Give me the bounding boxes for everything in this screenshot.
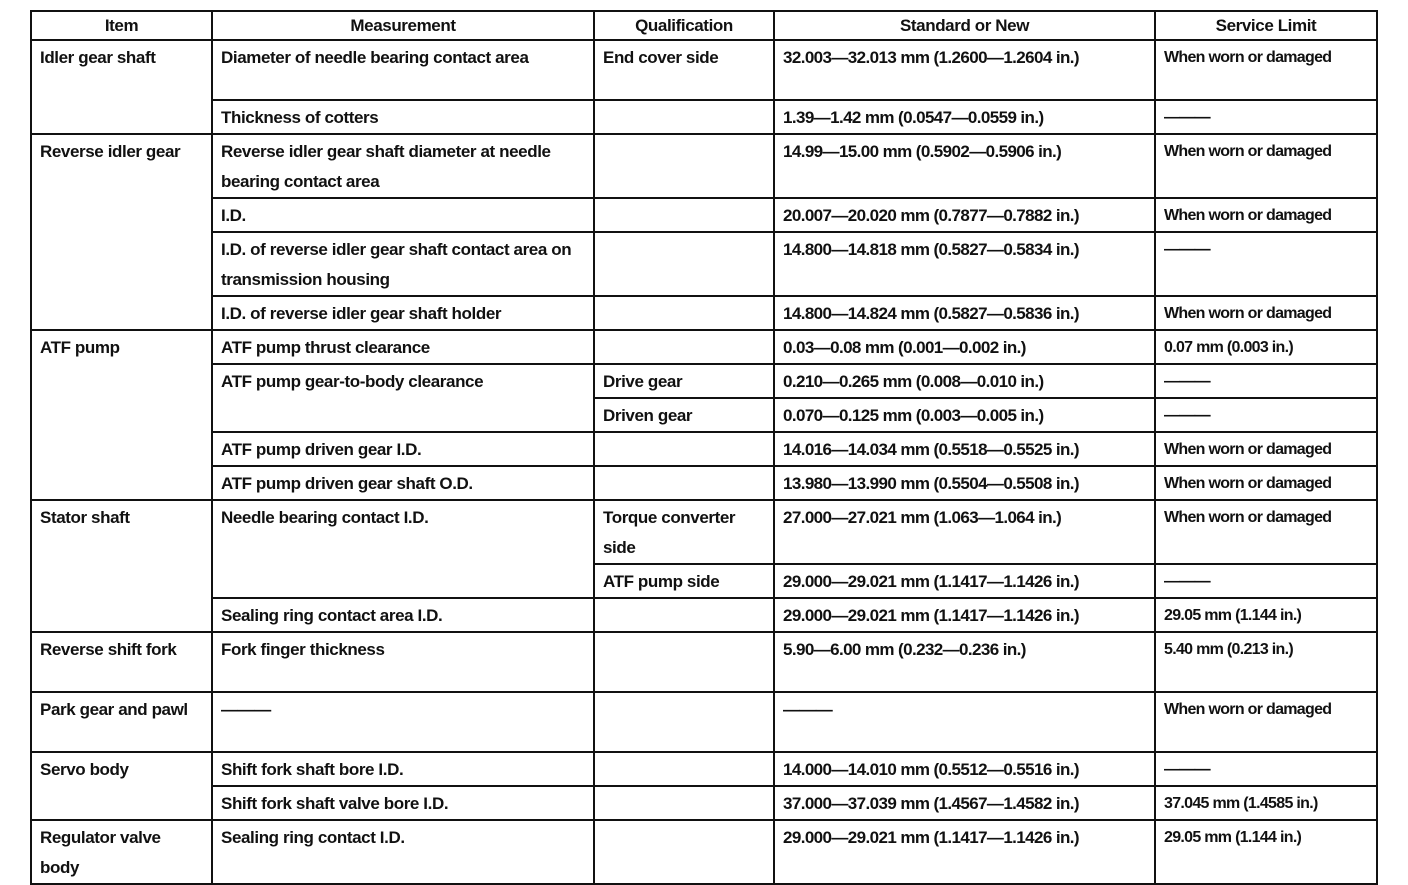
header-qualification: Qualification: [594, 11, 774, 40]
standard-cell: 20.007—20.020 mm (0.7877—0.7882 in.): [774, 198, 1155, 232]
limit-cell: 5.40 mm (0.213 in.): [1155, 632, 1377, 692]
measurement-cell: Sealing ring contact area I.D.: [212, 598, 594, 632]
measurement-cell: Needle bearing contact I.D.: [212, 500, 594, 598]
table-row: [31, 466, 1377, 500]
specification-table: [30, 10, 1378, 885]
limit-cell: When worn or damaged: [1155, 500, 1377, 564]
qualification-cell: [594, 466, 774, 500]
measurement-cell: I.D. of reverse idler gear shaft holder: [212, 296, 594, 330]
standard-cell: 29.000—29.021 mm (1.1417—1.1426 in.): [774, 820, 1155, 884]
item-cell: ATF pump: [31, 330, 212, 500]
standard-cell: 0.210—0.265 mm (0.008—0.010 in.): [774, 364, 1155, 398]
header-service-limit: Service Limit: [1155, 11, 1377, 40]
measurement-cell: ———: [212, 692, 594, 752]
item-cell: Regulator valve body: [31, 820, 212, 884]
measurement-cell: ATF pump driven gear I.D.: [212, 432, 594, 466]
qualification-cell: [594, 232, 774, 296]
limit-cell: ———: [1155, 398, 1377, 432]
qualification-cell: [594, 296, 774, 330]
measurement-cell: I.D. of reverse idler gear shaft contact area on transmission housing: [212, 232, 594, 296]
standard-cell: 5.90—6.00 mm (0.232—0.236 in.): [774, 632, 1155, 692]
qualification-cell: Driven gear: [594, 398, 774, 432]
qualification-cell: [594, 134, 774, 198]
header-measurement: Measurement: [212, 11, 594, 40]
qualification-cell: Torque converter side: [594, 500, 774, 564]
table-row: [31, 820, 1377, 884]
limit-cell: 0.07 mm (0.003 in.): [1155, 330, 1377, 364]
item-cell: Park gear and pawl: [31, 692, 212, 752]
measurement-cell: Shift fork shaft valve bore I.D.: [212, 786, 594, 820]
limit-cell: 29.05 mm (1.144 in.): [1155, 820, 1377, 884]
header-row: [31, 11, 1377, 40]
standard-cell: 29.000—29.021 mm (1.1417—1.1426 in.): [774, 564, 1155, 598]
qualification-cell: [594, 786, 774, 820]
qualification-cell: [594, 632, 774, 692]
measurement-cell: I.D.: [212, 198, 594, 232]
limit-cell: When worn or damaged: [1155, 692, 1377, 752]
table-row: [31, 752, 1377, 786]
measurement-cell: ATF pump thrust clearance: [212, 330, 594, 364]
qualification-cell: End cover side: [594, 40, 774, 100]
table-row: [31, 40, 1377, 100]
table-row: [31, 432, 1377, 466]
header-standard: Standard or New: [774, 11, 1155, 40]
qualification-cell: [594, 752, 774, 786]
limit-cell: When worn or damaged: [1155, 432, 1377, 466]
standard-cell: 14.99—15.00 mm (0.5902—0.5906 in.): [774, 134, 1155, 198]
table-row: [31, 692, 1377, 752]
standard-cell: 29.000—29.021 mm (1.1417—1.1426 in.): [774, 598, 1155, 632]
measurement-cell: Sealing ring contact I.D.: [212, 820, 594, 884]
standard-cell: 13.980—13.990 mm (0.5504—0.5508 in.): [774, 466, 1155, 500]
standard-cell: 0.03—0.08 mm (0.001—0.002 in.): [774, 330, 1155, 364]
standard-cell: 14.000—14.010 mm (0.5512—0.5516 in.): [774, 752, 1155, 786]
limit-cell: When worn or damaged: [1155, 134, 1377, 198]
standard-cell: 37.000—37.039 mm (1.4567—1.4582 in.): [774, 786, 1155, 820]
item-cell: Reverse idler gear: [31, 134, 212, 330]
table-row: [31, 364, 1377, 398]
table-row: [31, 330, 1377, 364]
limit-cell: ———: [1155, 364, 1377, 398]
table-row: [31, 786, 1377, 820]
standard-cell: 14.800—14.818 mm (0.5827—0.5834 in.): [774, 232, 1155, 296]
qualification-cell: [594, 598, 774, 632]
table-row: [31, 134, 1377, 198]
item-cell: Servo body: [31, 752, 212, 820]
standard-cell: 1.39—1.42 mm (0.0547—0.0559 in.): [774, 100, 1155, 134]
qualification-cell: ATF pump side: [594, 564, 774, 598]
table-row: [31, 500, 1377, 564]
limit-cell: When worn or damaged: [1155, 466, 1377, 500]
table-row: [31, 632, 1377, 692]
table-row: [31, 198, 1377, 232]
qualification-cell: [594, 432, 774, 466]
table-row: [31, 232, 1377, 296]
limit-cell: ———: [1155, 232, 1377, 296]
limit-cell: ———: [1155, 100, 1377, 134]
qualification-cell: [594, 330, 774, 364]
table-row: [31, 598, 1377, 632]
standard-cell: ———: [774, 692, 1155, 752]
table-row: [31, 296, 1377, 330]
qualification-cell: [594, 820, 774, 884]
limit-cell: ———: [1155, 752, 1377, 786]
measurement-cell: Thickness of cotters: [212, 100, 594, 134]
limit-cell: 29.05 mm (1.144 in.): [1155, 598, 1377, 632]
limit-cell: When worn or damaged: [1155, 296, 1377, 330]
limit-cell: 37.045 mm (1.4585 in.): [1155, 786, 1377, 820]
qualification-cell: [594, 100, 774, 134]
measurement-cell: ATF pump driven gear shaft O.D.: [212, 466, 594, 500]
qualification-cell: [594, 692, 774, 752]
item-cell: Reverse shift fork: [31, 632, 212, 692]
measurement-cell: Fork finger thickness: [212, 632, 594, 692]
standard-cell: 27.000—27.021 mm (1.063—1.064 in.): [774, 500, 1155, 564]
standard-cell: 32.003—32.013 mm (1.2600—1.2604 in.): [774, 40, 1155, 100]
qualification-cell: [594, 198, 774, 232]
qualification-cell: Drive gear: [594, 364, 774, 398]
limit-cell: ———: [1155, 564, 1377, 598]
measurement-cell: Reverse idler gear shaft diameter at needle bearing contact area: [212, 134, 594, 198]
header-item: Item: [31, 11, 212, 40]
standard-cell: 14.800—14.824 mm (0.5827—0.5836 in.): [774, 296, 1155, 330]
limit-cell: When worn or damaged: [1155, 198, 1377, 232]
limit-cell: When worn or damaged: [1155, 40, 1377, 100]
table-row: [31, 100, 1377, 134]
item-cell: Idler gear shaft: [31, 40, 212, 134]
item-cell: Stator shaft: [31, 500, 212, 632]
standard-cell: 14.016—14.034 mm (0.5518—0.5525 in.): [774, 432, 1155, 466]
measurement-cell: ATF pump gear-to-body clearance: [212, 364, 594, 432]
standard-cell: 0.070—0.125 mm (0.003—0.005 in.): [774, 398, 1155, 432]
measurement-cell: Shift fork shaft bore I.D.: [212, 752, 594, 786]
measurement-cell: Diameter of needle bearing contact area: [212, 40, 594, 100]
